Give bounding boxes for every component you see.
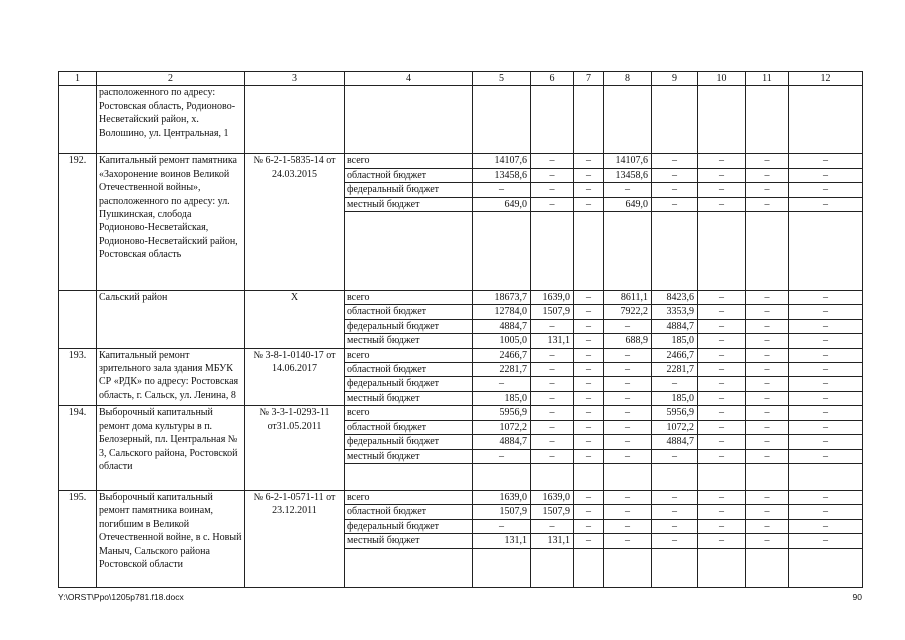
value-cell: 185,0 bbox=[473, 391, 531, 405]
value-cell: – bbox=[473, 377, 531, 391]
value-cell: – bbox=[698, 420, 746, 434]
value-cell: – bbox=[698, 406, 746, 420]
value-cell: – bbox=[746, 334, 789, 348]
value-cell: – bbox=[531, 168, 574, 182]
funding-source-cell: областной бюджет bbox=[345, 305, 473, 319]
value-cell: – bbox=[746, 420, 789, 434]
value-cell: 1072,2 bbox=[652, 420, 698, 434]
value-cell: 1639,0 bbox=[473, 490, 531, 504]
table-row bbox=[59, 490, 863, 504]
value-cell: – bbox=[698, 377, 746, 391]
header-cell: 10 bbox=[698, 72, 746, 86]
value-cell: – bbox=[531, 319, 574, 333]
value-cell: – bbox=[574, 363, 604, 377]
funding-source-cell: федеральный бюджет bbox=[345, 377, 473, 391]
value-cell: – bbox=[789, 197, 863, 211]
funding-source-cell: всего bbox=[345, 406, 473, 420]
value-cell: 649,0 bbox=[604, 197, 652, 211]
value-cell: – bbox=[574, 420, 604, 434]
value-cell: 14107,6 bbox=[473, 154, 531, 168]
header-row bbox=[59, 72, 863, 86]
value-cell: – bbox=[652, 168, 698, 182]
value-cell: 1507,9 bbox=[473, 505, 531, 519]
value-cell: – bbox=[574, 348, 604, 362]
value-cell: – bbox=[574, 168, 604, 182]
value-cell: – bbox=[604, 534, 652, 548]
object-name-cell: расположенного по адресу: Ростовская область, Родионово-Несветайский район, х. Волошино, ул. Центральная, 1 bbox=[97, 86, 245, 154]
value-cell: – bbox=[789, 534, 863, 548]
header-cell: 6 bbox=[531, 72, 574, 86]
value-cell: – bbox=[698, 435, 746, 449]
value-cell: – bbox=[698, 168, 746, 182]
value-cell: – bbox=[789, 168, 863, 182]
value-cell: – bbox=[604, 348, 652, 362]
value-cell: – bbox=[574, 519, 604, 533]
value-cell: – bbox=[604, 519, 652, 533]
value-cell: – bbox=[698, 305, 746, 319]
object-name-cell: Капитальный ремонт памятника «Захоронение воинов Великой Отечественной войны», расположенного по адресу: ул. Пушкинская, слобода Родионово-Несветайская, Родионово-Несветайский район, Ростовская область bbox=[97, 154, 245, 291]
value-cell: – bbox=[746, 154, 789, 168]
funding-source-cell: местный бюджет bbox=[345, 449, 473, 463]
value-cell: – bbox=[789, 334, 863, 348]
value-cell: – bbox=[789, 291, 863, 305]
value-cell: – bbox=[652, 519, 698, 533]
value-cell: – bbox=[574, 505, 604, 519]
value-cell: – bbox=[652, 449, 698, 463]
value-cell: – bbox=[698, 363, 746, 377]
page-number: 90 bbox=[852, 592, 862, 602]
value-cell: – bbox=[746, 183, 789, 197]
value-cell: – bbox=[789, 348, 863, 362]
value-cell: – bbox=[574, 319, 604, 333]
value-cell: – bbox=[789, 305, 863, 319]
value-cell: – bbox=[746, 197, 789, 211]
funding-source-cell: федеральный бюджет bbox=[345, 183, 473, 197]
value-cell: – bbox=[531, 406, 574, 420]
value-cell: 1639,0 bbox=[531, 291, 574, 305]
value-cell: 13458,6 bbox=[604, 168, 652, 182]
funding-source-cell: областной бюджет bbox=[345, 505, 473, 519]
value-cell: 4884,7 bbox=[652, 319, 698, 333]
object-name-cell: Капитальный ремонт зрительного зала здания МБУК СР «РДК» по адресу: Ростовская область, г. Сальск, ул. Ленина, 8 bbox=[97, 348, 245, 406]
value-cell: – bbox=[531, 435, 574, 449]
value-cell: – bbox=[531, 449, 574, 463]
value-cell: – bbox=[652, 505, 698, 519]
row-number-cell: 193. bbox=[59, 348, 97, 406]
value-cell: – bbox=[746, 319, 789, 333]
header-cell: 12 bbox=[789, 72, 863, 86]
value-cell: – bbox=[746, 505, 789, 519]
value-cell: – bbox=[746, 490, 789, 504]
value-cell: – bbox=[652, 534, 698, 548]
value-cell: – bbox=[604, 363, 652, 377]
funding-source-cell: местный бюджет bbox=[345, 197, 473, 211]
budget-table bbox=[58, 71, 863, 588]
funding-source-cell: областной бюджет bbox=[345, 420, 473, 434]
value-cell: 1507,9 bbox=[531, 305, 574, 319]
value-cell: 185,0 bbox=[652, 334, 698, 348]
value-cell: – bbox=[698, 319, 746, 333]
value-cell: – bbox=[698, 391, 746, 405]
value-cell: 12784,0 bbox=[473, 305, 531, 319]
header-cell: 9 bbox=[652, 72, 698, 86]
funding-source-cell: областной бюджет bbox=[345, 168, 473, 182]
value-cell: 1507,9 bbox=[531, 505, 574, 519]
funding-source-cell: федеральный бюджет bbox=[345, 319, 473, 333]
continuation-row bbox=[59, 86, 863, 154]
value-cell: 2466,7 bbox=[473, 348, 531, 362]
value-cell: – bbox=[604, 319, 652, 333]
header-cell: 8 bbox=[604, 72, 652, 86]
value-cell: – bbox=[604, 377, 652, 391]
document-cell: Х bbox=[245, 291, 345, 349]
funding-source-cell: областной бюджет bbox=[345, 363, 473, 377]
value-cell: 18673,7 bbox=[473, 291, 531, 305]
row-number-cell bbox=[59, 86, 97, 154]
file-path: Y:\ORST\Ppo\1205p781.f18.docx bbox=[58, 592, 184, 602]
table-row bbox=[59, 348, 863, 362]
value-cell: – bbox=[604, 505, 652, 519]
value-cell: – bbox=[746, 377, 789, 391]
value-cell: – bbox=[746, 449, 789, 463]
value-cell: – bbox=[789, 406, 863, 420]
header-cell: 5 bbox=[473, 72, 531, 86]
value-cell: – bbox=[789, 319, 863, 333]
funding-source-cell: всего bbox=[345, 291, 473, 305]
value-cell: – bbox=[746, 406, 789, 420]
table-row bbox=[59, 291, 863, 305]
object-name-cell: Выборочный капитальный ремонт дома культуры в п. Белозерный, пл. Центральная № 3, Сальского района, Ростовской области bbox=[97, 406, 245, 491]
value-cell: – bbox=[746, 519, 789, 533]
value-cell: – bbox=[531, 391, 574, 405]
value-cell: – bbox=[698, 449, 746, 463]
value-cell: – bbox=[574, 334, 604, 348]
funding-source-cell: всего bbox=[345, 154, 473, 168]
header-cell: 11 bbox=[746, 72, 789, 86]
value-cell: – bbox=[531, 348, 574, 362]
value-cell: – bbox=[789, 505, 863, 519]
funding-source-cell: местный бюджет bbox=[345, 391, 473, 405]
object-name-cell: Сальский район bbox=[97, 291, 245, 349]
value-cell: – bbox=[652, 183, 698, 197]
document-cell: № 6-2-1-5835-14 от 24.03.2015 bbox=[245, 154, 345, 291]
value-cell: – bbox=[789, 154, 863, 168]
value-cell: 1072,2 bbox=[473, 420, 531, 434]
value-cell: 131,1 bbox=[531, 334, 574, 348]
value-cell: – bbox=[604, 435, 652, 449]
value-cell: – bbox=[746, 534, 789, 548]
value-cell: – bbox=[574, 435, 604, 449]
funding-source-cell: местный бюджет bbox=[345, 334, 473, 348]
value-cell: – bbox=[698, 519, 746, 533]
value-cell: 5956,9 bbox=[652, 406, 698, 420]
value-cell: – bbox=[746, 435, 789, 449]
value-cell: – bbox=[604, 391, 652, 405]
header-cell: 4 bbox=[345, 72, 473, 86]
value-cell: 2281,7 bbox=[473, 363, 531, 377]
value-cell: – bbox=[789, 490, 863, 504]
value-cell: 8611,1 bbox=[604, 291, 652, 305]
value-cell: – bbox=[574, 449, 604, 463]
funding-source-cell: местный бюджет bbox=[345, 534, 473, 548]
value-cell: 14107,6 bbox=[604, 154, 652, 168]
table-row bbox=[59, 406, 863, 420]
value-cell: 4884,7 bbox=[473, 435, 531, 449]
value-cell: 1005,0 bbox=[473, 334, 531, 348]
value-cell: 131,1 bbox=[531, 534, 574, 548]
value-cell: – bbox=[574, 391, 604, 405]
header-cell: 3 bbox=[245, 72, 345, 86]
value-cell: – bbox=[789, 420, 863, 434]
value-cell: – bbox=[574, 490, 604, 504]
document-cell: № 6-2-1-0571-11 от 23.12.2011 bbox=[245, 490, 345, 587]
value-cell: – bbox=[574, 377, 604, 391]
value-cell: – bbox=[746, 348, 789, 362]
value-cell: 185,0 bbox=[652, 391, 698, 405]
value-cell: – bbox=[604, 183, 652, 197]
funding-source-cell: федеральный бюджет bbox=[345, 519, 473, 533]
value-cell: 2281,7 bbox=[652, 363, 698, 377]
value-cell: – bbox=[473, 519, 531, 533]
value-cell: – bbox=[789, 391, 863, 405]
funding-source-cell: всего bbox=[345, 348, 473, 362]
value-cell: – bbox=[574, 154, 604, 168]
value-cell: – bbox=[604, 490, 652, 504]
value-cell: – bbox=[746, 291, 789, 305]
value-cell: – bbox=[531, 519, 574, 533]
value-cell: 4884,7 bbox=[473, 319, 531, 333]
value-cell: – bbox=[574, 534, 604, 548]
value-cell: 2466,7 bbox=[652, 348, 698, 362]
value-cell: – bbox=[652, 154, 698, 168]
row-number-cell: 194. bbox=[59, 406, 97, 491]
funding-source-cell: всего bbox=[345, 490, 473, 504]
value-cell: – bbox=[531, 183, 574, 197]
value-cell: – bbox=[789, 377, 863, 391]
row-number-cell: 195. bbox=[59, 490, 97, 587]
value-cell: – bbox=[574, 183, 604, 197]
value-cell: 131,1 bbox=[473, 534, 531, 548]
value-cell: 688,9 bbox=[604, 334, 652, 348]
value-cell: – bbox=[652, 377, 698, 391]
value-cell: – bbox=[746, 391, 789, 405]
value-cell: – bbox=[604, 406, 652, 420]
value-cell: – bbox=[746, 168, 789, 182]
value-cell: – bbox=[698, 534, 746, 548]
value-cell: – bbox=[652, 490, 698, 504]
value-cell: – bbox=[698, 490, 746, 504]
value-cell: 13458,6 bbox=[473, 168, 531, 182]
value-cell: – bbox=[531, 420, 574, 434]
document-cell: № 3-3-1-0293-11 от31.05.2011 bbox=[245, 406, 345, 491]
value-cell: – bbox=[698, 183, 746, 197]
table-row bbox=[59, 154, 863, 168]
value-cell: – bbox=[698, 291, 746, 305]
funding-source-cell: федеральный бюджет bbox=[345, 435, 473, 449]
value-cell: – bbox=[746, 305, 789, 319]
value-cell: 1639,0 bbox=[531, 490, 574, 504]
header-cell: 7 bbox=[574, 72, 604, 86]
header-cell: 1 bbox=[59, 72, 97, 86]
value-cell: – bbox=[574, 305, 604, 319]
value-cell: – bbox=[531, 377, 574, 391]
value-cell: – bbox=[789, 449, 863, 463]
value-cell: – bbox=[473, 449, 531, 463]
row-number-cell: 192. bbox=[59, 154, 97, 291]
value-cell: – bbox=[698, 154, 746, 168]
value-cell: – bbox=[574, 197, 604, 211]
value-cell: 5956,9 bbox=[473, 406, 531, 420]
value-cell: – bbox=[789, 363, 863, 377]
row-number-cell bbox=[59, 291, 97, 349]
value-cell: – bbox=[531, 154, 574, 168]
value-cell: – bbox=[531, 363, 574, 377]
value-cell: – bbox=[698, 348, 746, 362]
value-cell: 3353,9 bbox=[652, 305, 698, 319]
value-cell: 649,0 bbox=[473, 197, 531, 211]
value-cell: – bbox=[698, 197, 746, 211]
document-cell: № 3-8-1-0140-17 от 14.06.2017 bbox=[245, 348, 345, 406]
value-cell: 8423,6 bbox=[652, 291, 698, 305]
value-cell: – bbox=[789, 435, 863, 449]
value-cell: 7922,2 bbox=[604, 305, 652, 319]
value-cell: – bbox=[698, 505, 746, 519]
value-cell: – bbox=[746, 363, 789, 377]
value-cell: – bbox=[574, 291, 604, 305]
value-cell: – bbox=[698, 334, 746, 348]
object-name-cell: Выборочный капитальный ремонт памятника воинам, погибшим в Великой Отечественной войне, в с. Новый Маныч, Сальского района Ростовской области bbox=[97, 490, 245, 587]
value-cell: 4884,7 bbox=[652, 435, 698, 449]
value-cell: – bbox=[789, 519, 863, 533]
value-cell: – bbox=[604, 449, 652, 463]
value-cell: – bbox=[652, 197, 698, 211]
value-cell: – bbox=[574, 406, 604, 420]
value-cell: – bbox=[473, 183, 531, 197]
header-cell: 2 bbox=[97, 72, 245, 86]
value-cell: – bbox=[531, 197, 574, 211]
value-cell: – bbox=[789, 183, 863, 197]
value-cell: – bbox=[604, 420, 652, 434]
